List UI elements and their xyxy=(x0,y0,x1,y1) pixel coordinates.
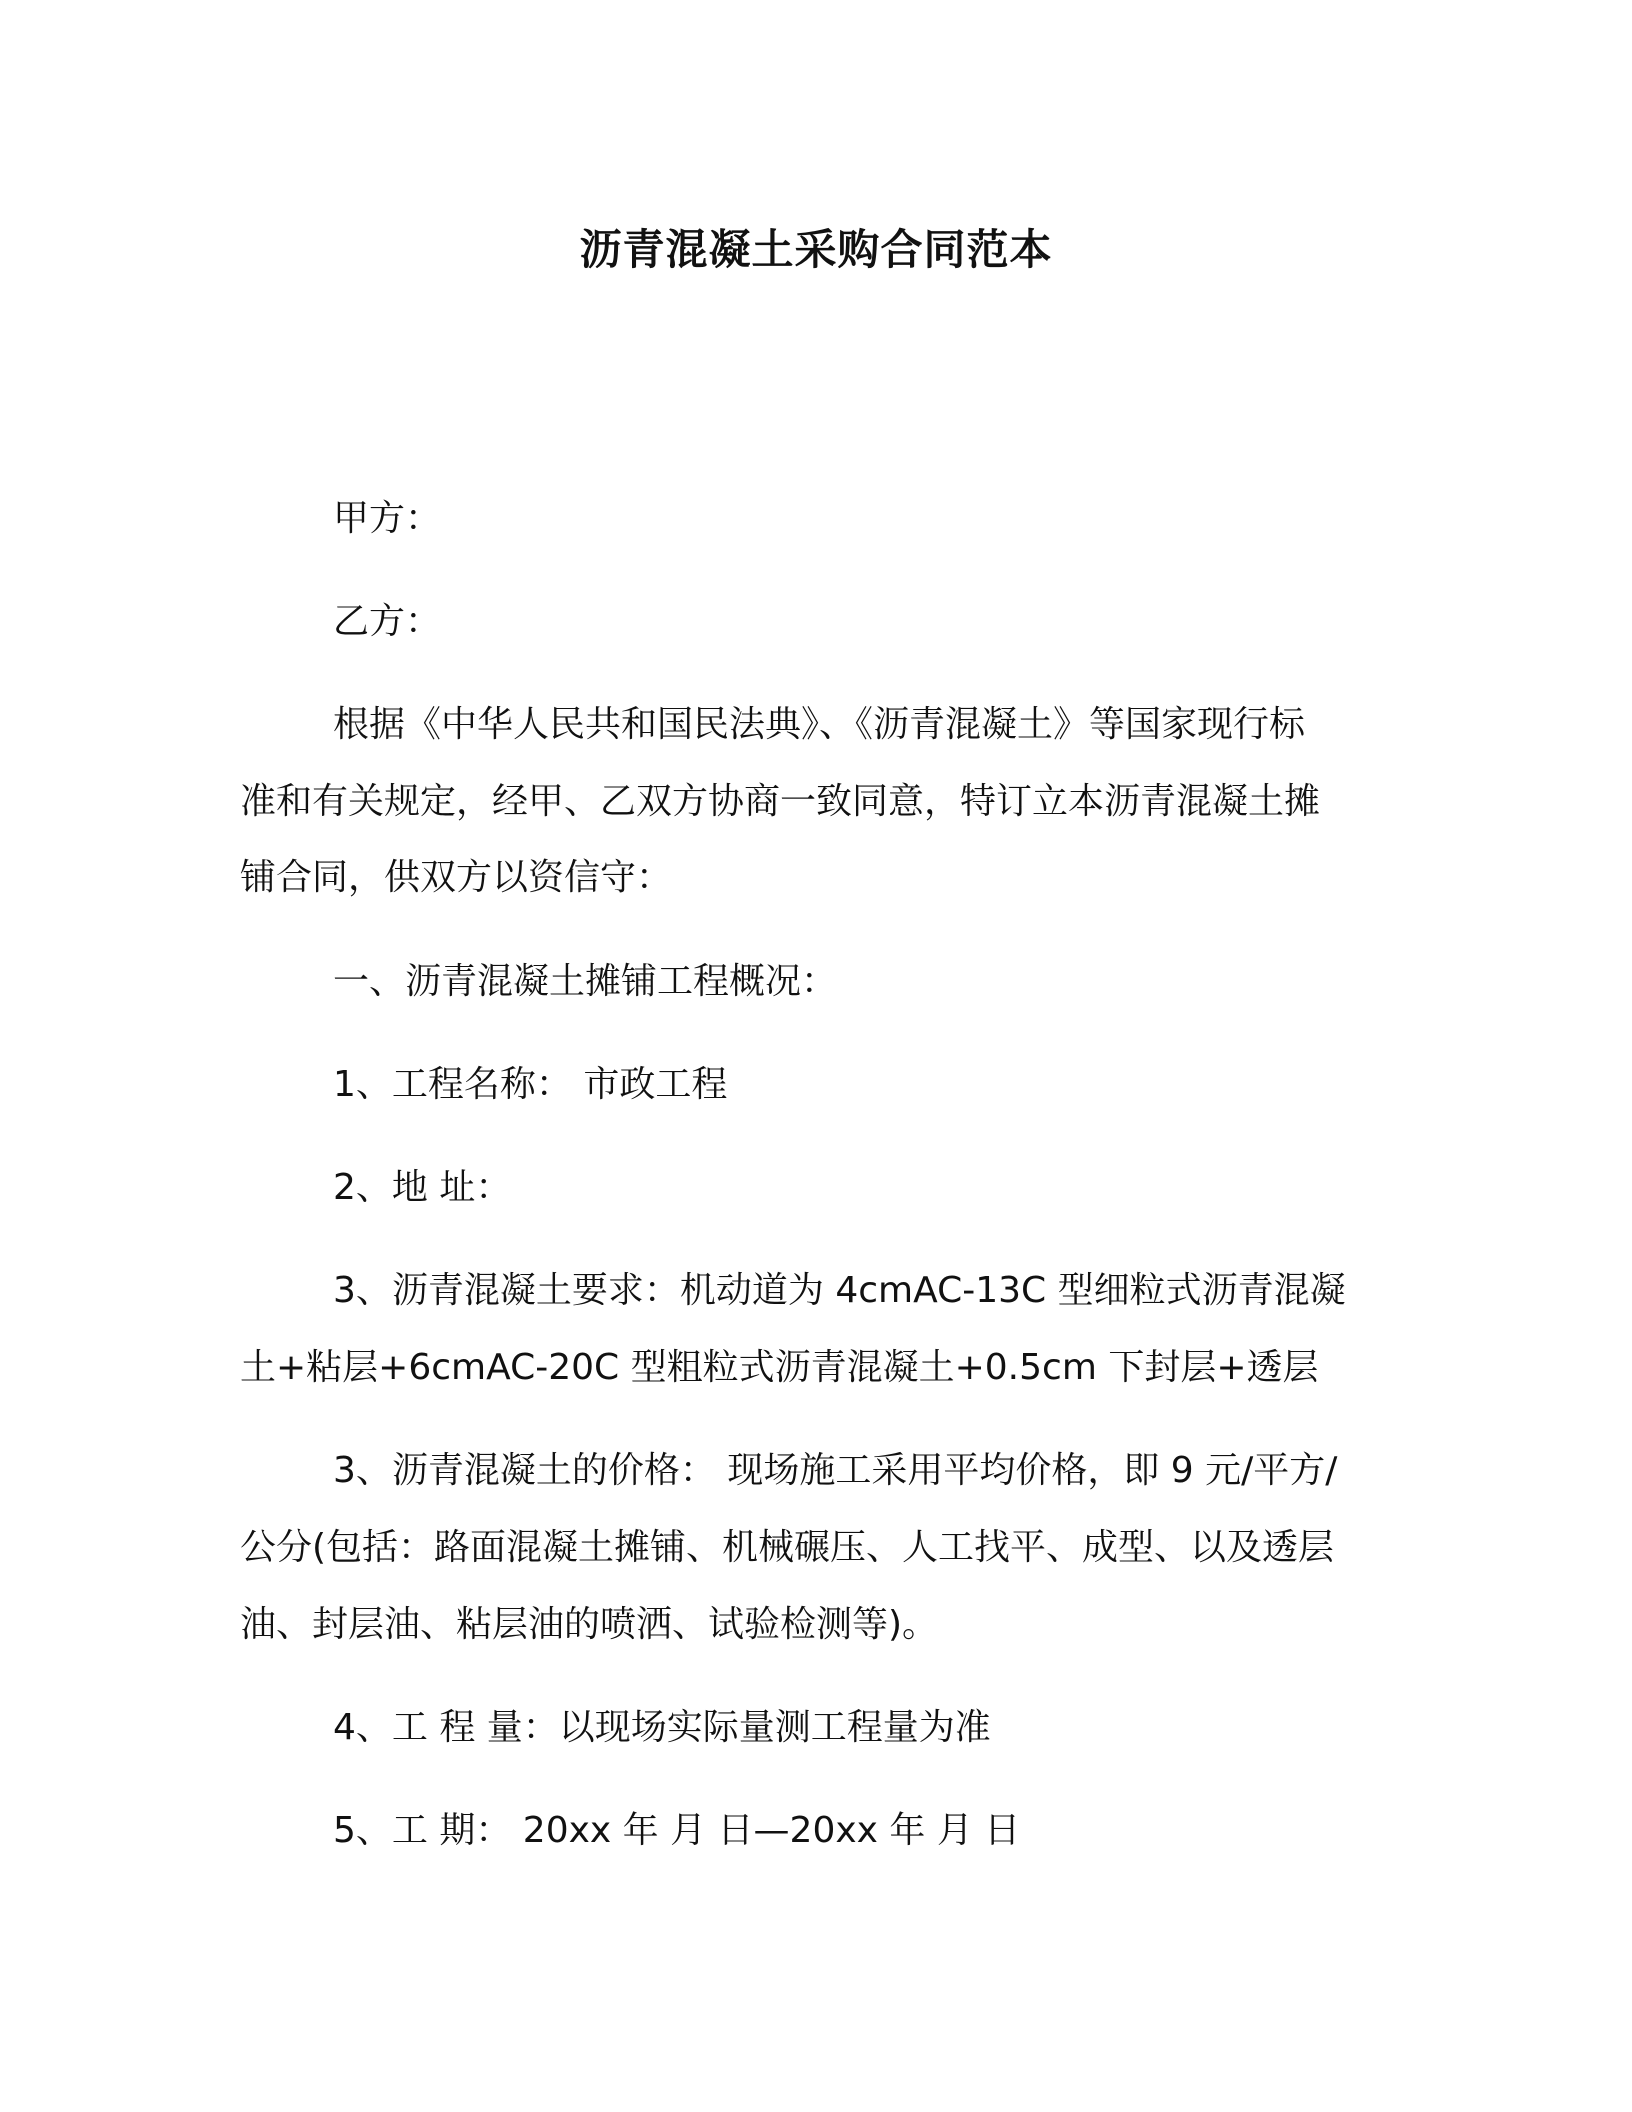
preamble-line-3: 铺合同，供双方以资信守： xyxy=(240,857,673,898)
item-3-price-line-1: 3、沥青混凝土的价格： 现场施工采用平均价格，即 9 元/平方/ xyxy=(333,1450,1338,1491)
section-1-heading: 一、沥青混凝土摊铺工程概况： xyxy=(333,961,838,1002)
item-5-schedule: 5、工 期： 20xx 年 月 日—20xx 年 月 日 xyxy=(333,1810,1021,1851)
item-1-project-name: 1、工程名称： 市政工程 xyxy=(333,1064,728,1105)
preamble-line-1: 根据《中华人民共和国民法典》、《沥青混凝土》等国家现行标 xyxy=(333,704,1306,745)
item-3-price-line-3: 油、封层油、粘层油的喷洒、试验检测等)。 xyxy=(240,1604,939,1645)
item-4-quantity: 4、工 程 量：以现场实际量测工程量为准 xyxy=(333,1707,991,1748)
item-2-address: 2、地 址： xyxy=(333,1167,512,1208)
item-3-price-line-2: 公分(包括：路面混凝土摊铺、机械碾压、人工找平、成型、以及透层 xyxy=(240,1527,1335,1568)
item-3-requirements-line-2: 土+粘层+6cmAC-20C 型粗粒式沥青混凝土+0.5cm 下封层+透层 xyxy=(240,1347,1319,1388)
preamble-line-2: 准和有关规定，经甲、乙双方协商一致同意，特订立本沥青混凝土摊 xyxy=(240,781,1321,822)
item-3-requirements-line-1: 3、沥青混凝土要求：机动道为 4cmAC-13C 型细粒式沥青混凝 xyxy=(333,1270,1346,1311)
document-title: 沥青混凝土采购合同范本 xyxy=(579,225,1053,274)
party-b-label: 乙方： xyxy=(333,601,442,642)
party-a-label: 甲方： xyxy=(333,498,442,539)
